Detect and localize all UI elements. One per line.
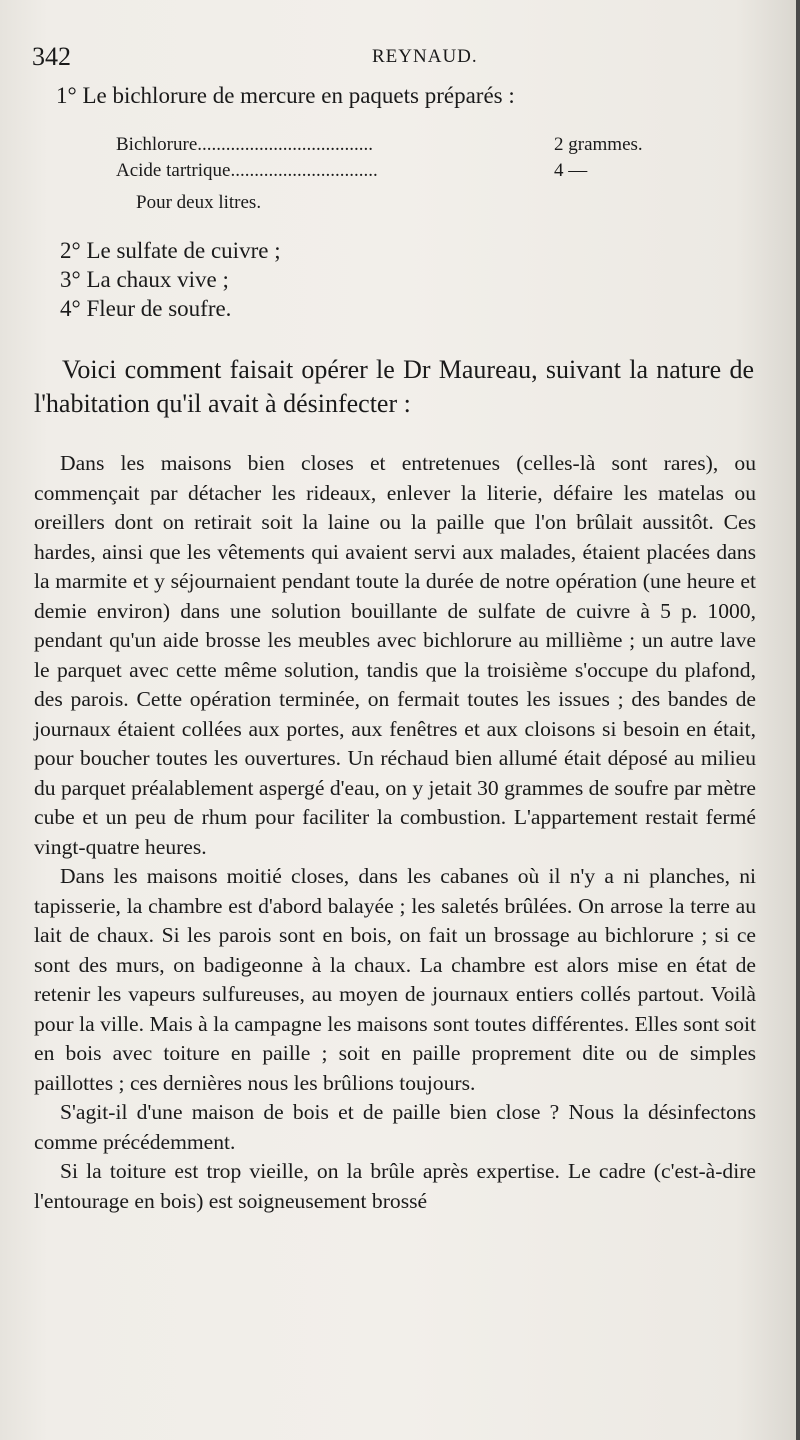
recipe-ingredient: Acide tartrique............................... <box>116 160 378 181</box>
recipe-note: Pour deux litres. <box>136 192 262 213</box>
list-item-1: 1° Le bichlorure de mercure en paquets préparés : <box>56 83 515 108</box>
paragraph: Si la toiture est trop vieille, on la brûle après expertise. Le cadre (c'est-à-dire l'entourage en bois) est soigneusement brossé <box>34 1159 756 1213</box>
body-text <box>34 449 756 1216</box>
numbered-list <box>60 236 281 323</box>
running-head: REYNAUD. <box>372 46 478 67</box>
list-item-3: 3° La chaux vive ; <box>60 267 229 292</box>
recipe-ingredient: Bichlorure..................................... <box>116 134 374 155</box>
page-edge-shadow <box>796 0 800 1440</box>
recipe-quantity: 2 grammes. <box>554 134 643 155</box>
page-number: 342 <box>32 42 71 71</box>
list-item-4: 4° Fleur de soufre. <box>60 296 232 321</box>
recipe-row <box>116 158 676 184</box>
recipe-quantity: 4 — <box>554 160 588 181</box>
section-intro: Voici comment faisait opérer le Dr Maureau, suivant la nature de l'habitation qu'il avait à désinfecter : <box>34 355 754 418</box>
paragraph: Dans les maisons moitié closes, dans les cabanes où il n'y a ni planches, ni tapisserie, la chambre est d'abord balayée ; les saletés brûlées. On arrose la terre au lait de chaux. Si les parois sont en bois, on fait un brossage au bichlorure ; si ce sont des murs, on badigeonne à la chaux. La chambre est alors mise en état de retenir les vapeurs sulfureuses, au moyen de journaux entiers collés partout. Voilà pour la ville. Mais à la campagne les maisons sont toutes différentes. Elles sont soit en bois avec toiture en paille ; soit en paille proprement dite ou de simples paillottes ; ces dernières nous les brûlions toujours. <box>34 864 756 1095</box>
recipe-table <box>116 132 676 184</box>
paragraph: Dans les maisons bien closes et entretenues (celles-là sont rares), ou commençait par détacher les rideaux, enlever la literie, défaire les matelas ou oreillers dont on retirait soit la laine ou la paille que l'on brûlait aussitôt. Ces hardes, ainsi que les vêtements qui avaient servi aux malades, étaient placées dans la marmite et y séjournaient pendant toute la durée de notre opération (une heure et demie environ) dans une solution bouillante de sulfate de cuivre à 5 p. 1000, pendant qu'un aide brosse les meubles avec bichlorure au millième ; un autre lave le parquet avec cette même solution, tandis que la troisième s'occupe du plafond, des parois. Cette opération terminée, on fermait toutes les issues ; des bandes de journaux étaient collées aux portes, aux fenêtres et aux cloisons si besoin en était, pour boucher toutes les ouvertures. Un réchaud bien allumé était déposé au milieu du parquet préalablement aspergé d'eau, on y jetait 30 grammes de soufre par mètre cube et un peu de rhum pour faciliter la combustion. L'appartement restait fermé vingt-quatre heures. <box>34 451 756 859</box>
list-item-2: 2° Le sulfate de cuivre ; <box>60 238 281 263</box>
page-header <box>32 40 760 74</box>
paragraph: S'agit-il d'une maison de bois et de paille bien close ? Nous la désinfectons comme précédemment. <box>34 1100 756 1154</box>
recipe-row <box>116 132 676 158</box>
